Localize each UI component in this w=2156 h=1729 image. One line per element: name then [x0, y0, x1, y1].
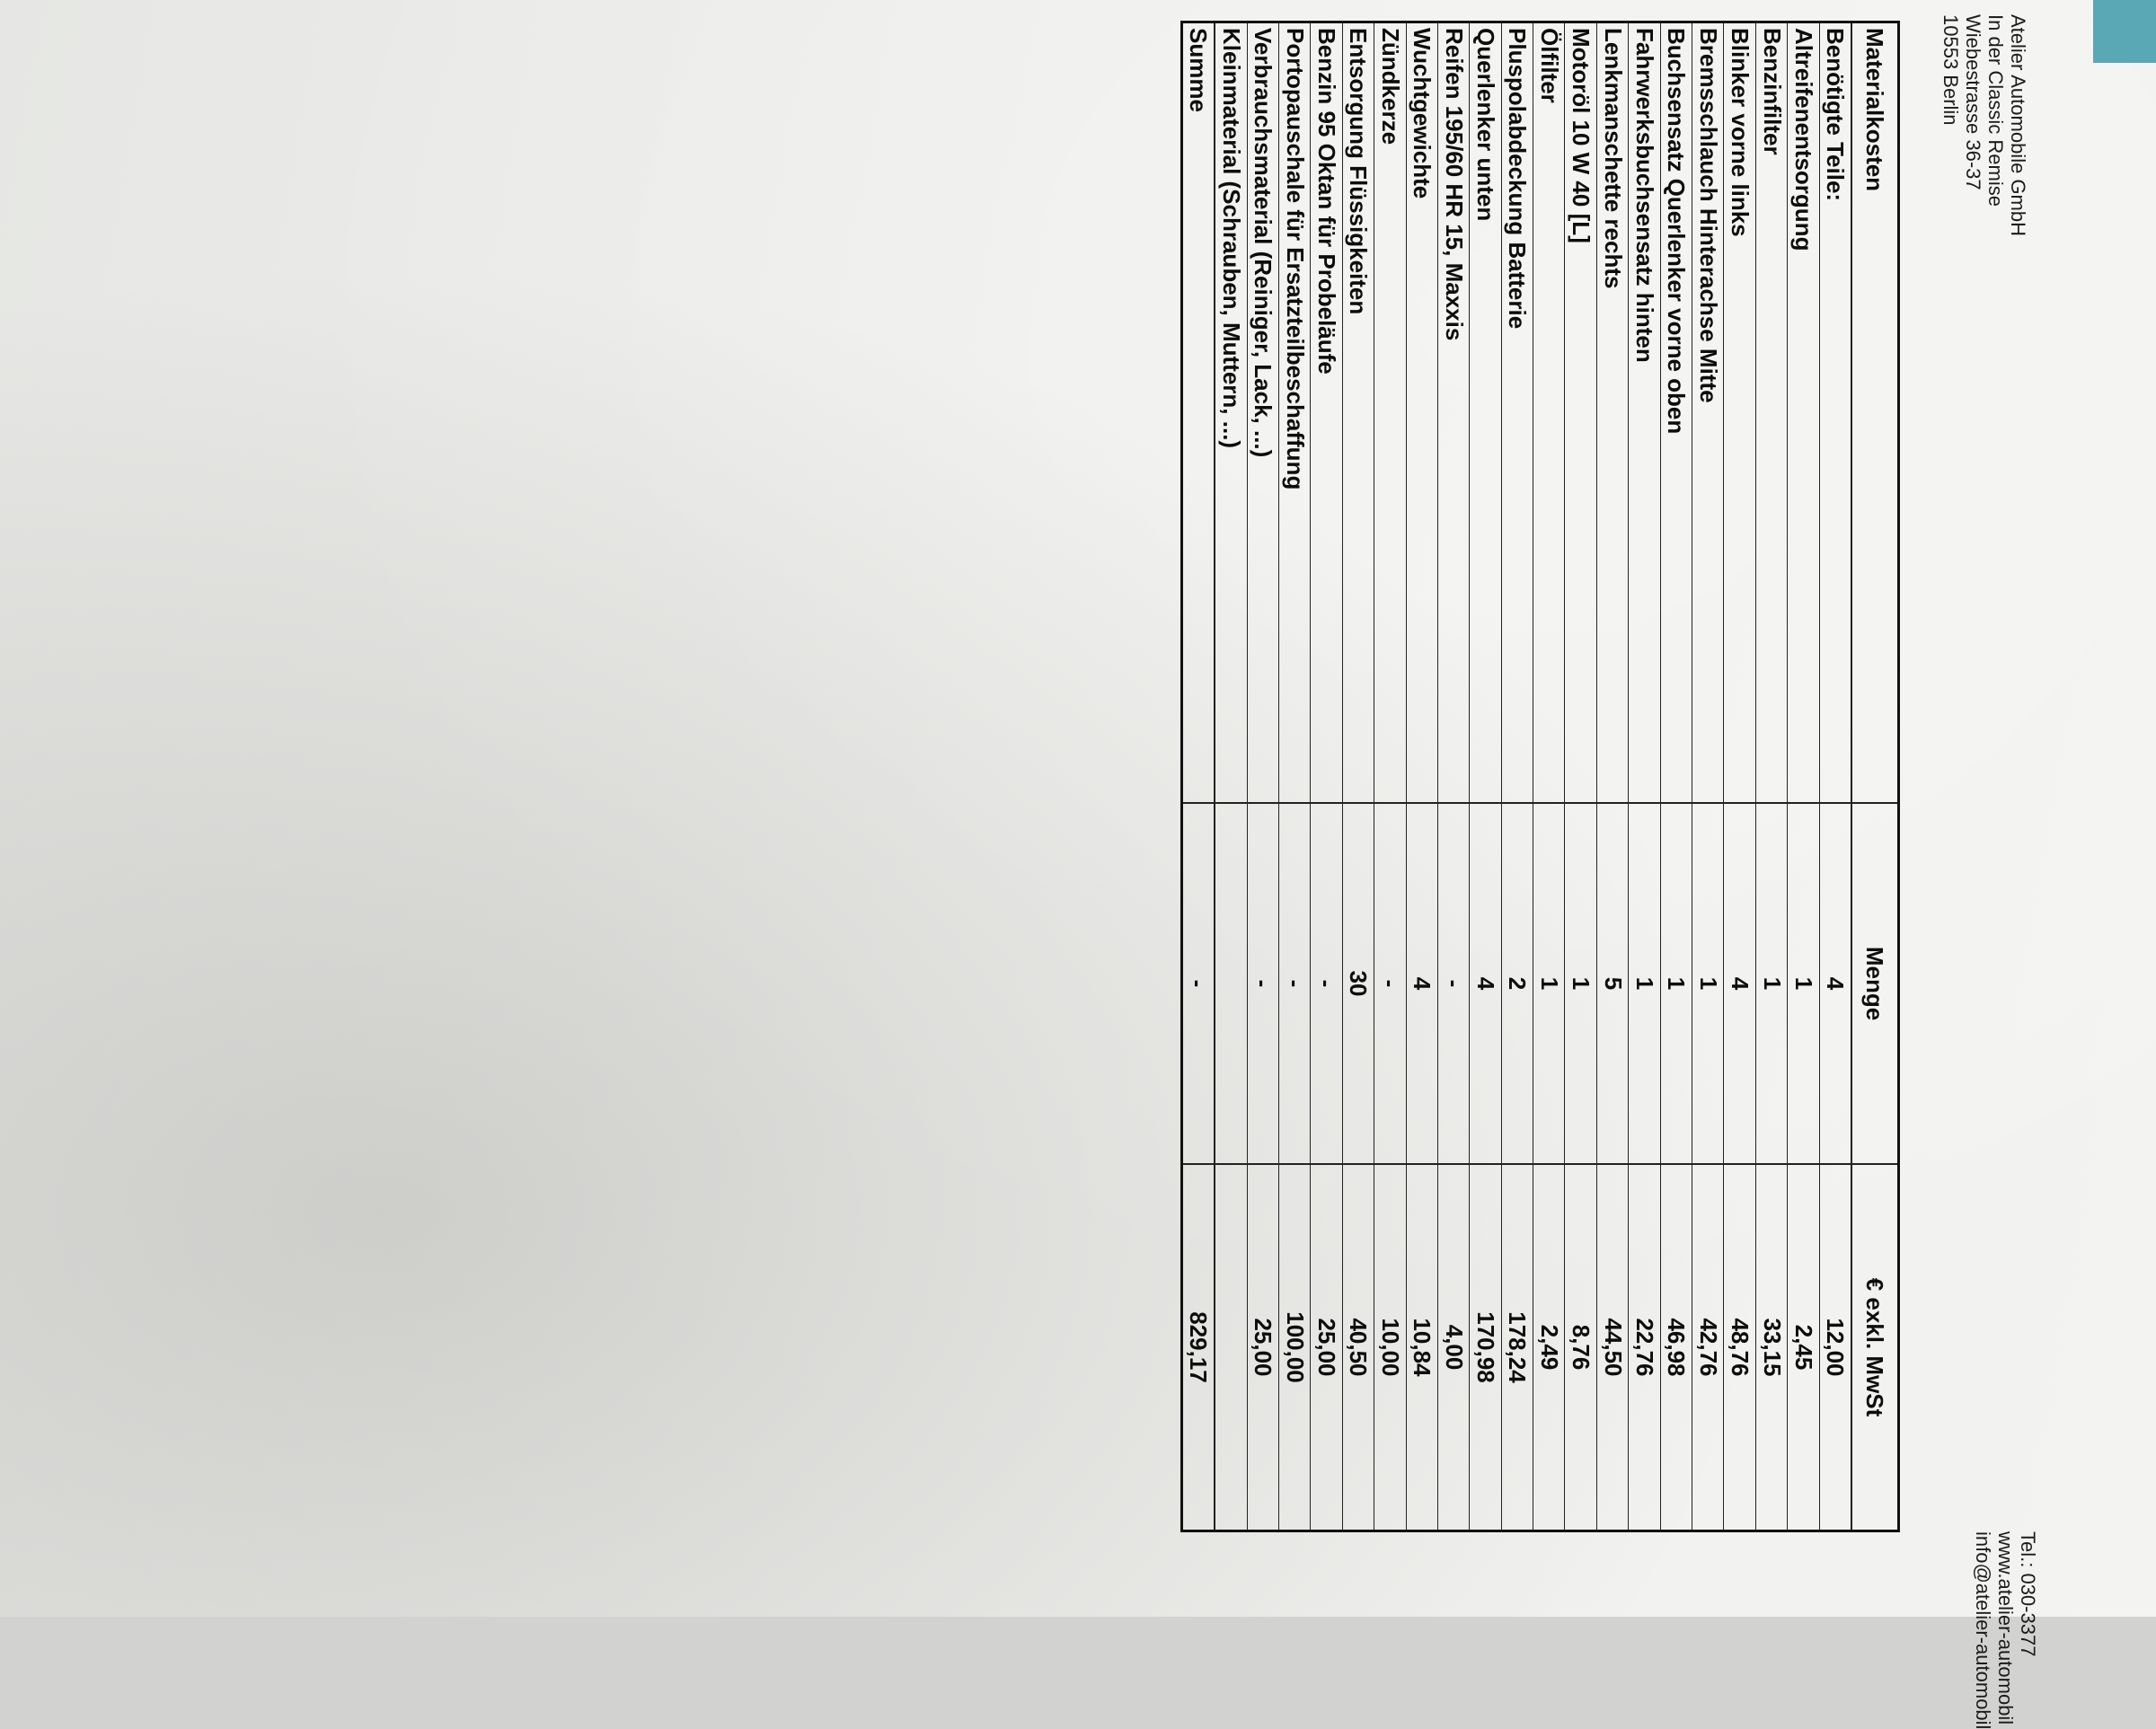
row-amount: 25,00 — [1247, 1164, 1278, 1531]
table-row — [1629, 22, 1660, 1531]
row-item: Kleinmaterial (Schrauben, Muttern, ...) — [1215, 22, 1247, 804]
row-item: Wuchtgewichte — [1406, 22, 1437, 804]
row-quantity: 1 — [1788, 803, 1819, 1164]
row-item: Zündkerze — [1374, 22, 1406, 804]
table-row — [1215, 22, 1247, 1531]
row-amount: 42,76 — [1692, 1164, 1724, 1531]
row-amount: 8,76 — [1565, 1164, 1596, 1531]
row-amount: 46,98 — [1660, 1164, 1692, 1531]
row-item: Fahrwerksbuchsensatz hinten — [1629, 22, 1660, 804]
row-item: Blinker vorne links — [1724, 22, 1755, 804]
row-quantity: - — [1311, 803, 1342, 1164]
sum-amount: 829,17 — [1181, 1164, 1215, 1531]
row-quantity — [1215, 803, 1247, 1164]
table-row — [1724, 22, 1755, 1531]
address-line-3: 10553 Berlin — [1940, 14, 1962, 126]
row-amount: 44,50 — [1596, 1164, 1628, 1531]
table-row — [1406, 22, 1437, 1531]
row-quantity: 1 — [1692, 803, 1724, 1164]
table-row — [1278, 22, 1310, 1531]
row-amount: 25,00 — [1311, 1164, 1342, 1531]
row-item: Altreifenentsorgung — [1788, 22, 1819, 804]
row-amount: 33,15 — [1755, 1164, 1787, 1531]
sum-label: Summe — [1181, 22, 1215, 804]
row-amount: 4,00 — [1437, 1164, 1469, 1531]
row-item: Bremsschlauch Hinterachse Mitte — [1692, 22, 1724, 804]
row-item: Benötigte Teile: — [1819, 22, 1851, 804]
address-line-1: In der Classic Remise — [1984, 14, 2007, 207]
table-row — [1692, 22, 1724, 1531]
table-row — [1501, 22, 1533, 1531]
row-item: Reifen 195/60 HR 15, Maxxis — [1437, 22, 1469, 804]
row-amount: 12,00 — [1819, 1164, 1851, 1531]
row-amount: 22,76 — [1629, 1164, 1660, 1531]
row-quantity: 1 — [1755, 803, 1787, 1164]
header-amount: € exkl. MwSt — [1851, 1164, 1899, 1531]
row-quantity: 4 — [1406, 803, 1437, 1164]
table-row — [1788, 22, 1819, 1531]
contact-phone: Tel.: 030-3377 — [2017, 1531, 2039, 1657]
row-item: Ölfilter — [1533, 22, 1565, 804]
table-row — [1311, 22, 1342, 1531]
sum-quantity: - — [1181, 803, 1215, 1164]
row-amount: 178,24 — [1501, 1164, 1533, 1531]
row-amount: 10,84 — [1406, 1164, 1437, 1531]
row-item: Portopauschale für Ersatzteilbeschaffung — [1278, 22, 1310, 804]
row-amount: 170,98 — [1470, 1164, 1501, 1531]
table-header-row — [1851, 22, 1899, 1531]
row-quantity: - — [1437, 803, 1469, 1164]
table-row — [1342, 22, 1374, 1531]
row-quantity: - — [1247, 803, 1278, 1164]
row-quantity: 1 — [1629, 803, 1660, 1164]
contact-block — [1972, 1531, 2039, 1729]
table-row — [1437, 22, 1469, 1531]
row-quantity: 4 — [1724, 803, 1755, 1164]
header-item: Materialkosten — [1851, 22, 1899, 804]
row-item: Benzinfilter — [1755, 22, 1787, 804]
table-row — [1819, 22, 1851, 1531]
table-row — [1660, 22, 1692, 1531]
row-amount: 10,00 — [1374, 1164, 1406, 1531]
address-line-2: Wiebestrasse 36-37 — [1962, 14, 1984, 190]
material-cost-table — [1180, 21, 1900, 1532]
company-name: Atelier Automobile GmbH — [2007, 14, 2029, 236]
row-quantity: 4 — [1470, 803, 1501, 1164]
row-quantity: 4 — [1819, 803, 1851, 1164]
row-quantity: - — [1374, 803, 1406, 1164]
table-row — [1565, 22, 1596, 1531]
row-item: Buchsensatz Querlenker vorne oben — [1660, 22, 1692, 804]
header-quantity: Menge — [1851, 803, 1899, 1164]
row-quantity: 5 — [1596, 803, 1628, 1164]
row-amount: 2,45 — [1788, 1164, 1819, 1531]
contact-email: info@atelier-automobil — [1972, 1531, 1994, 1729]
table-row — [1374, 22, 1406, 1531]
table-row — [1596, 22, 1628, 1531]
row-quantity: 2 — [1501, 803, 1533, 1164]
table-row — [1533, 22, 1565, 1531]
row-quantity: - — [1278, 803, 1310, 1164]
row-amount: 48,76 — [1724, 1164, 1755, 1531]
table-row — [1470, 22, 1501, 1531]
row-quantity: 1 — [1533, 803, 1565, 1164]
row-item: Motoröl 10 W 40 [L] — [1565, 22, 1596, 804]
row-quantity: 30 — [1342, 803, 1374, 1164]
company-address-block — [1940, 14, 2029, 236]
table-row — [1755, 22, 1787, 1531]
row-quantity: 1 — [1565, 803, 1596, 1164]
row-amount: 40,50 — [1342, 1164, 1374, 1531]
row-item: Lenkmanschette rechts — [1596, 22, 1628, 804]
table-row — [1247, 22, 1278, 1531]
row-item: Benzin 95 Oktan für Probeläufe — [1311, 22, 1342, 804]
row-item: Querlenker unten — [1470, 22, 1501, 804]
row-amount: 100,00 — [1278, 1164, 1310, 1531]
row-amount — [1215, 1164, 1247, 1531]
row-item: Verbrauchsmaterial (Reiniger, Lack, ...) — [1247, 22, 1278, 804]
row-item: Pluspolabdeckung Batterie — [1501, 22, 1533, 804]
row-amount: 2,49 — [1533, 1164, 1565, 1531]
contact-web: www.atelier-automobil — [1994, 1531, 2017, 1725]
sum-row — [1181, 22, 1215, 1531]
row-quantity: 1 — [1660, 803, 1692, 1164]
row-item: Entsorgung Flüssigkeiten — [1342, 22, 1374, 804]
